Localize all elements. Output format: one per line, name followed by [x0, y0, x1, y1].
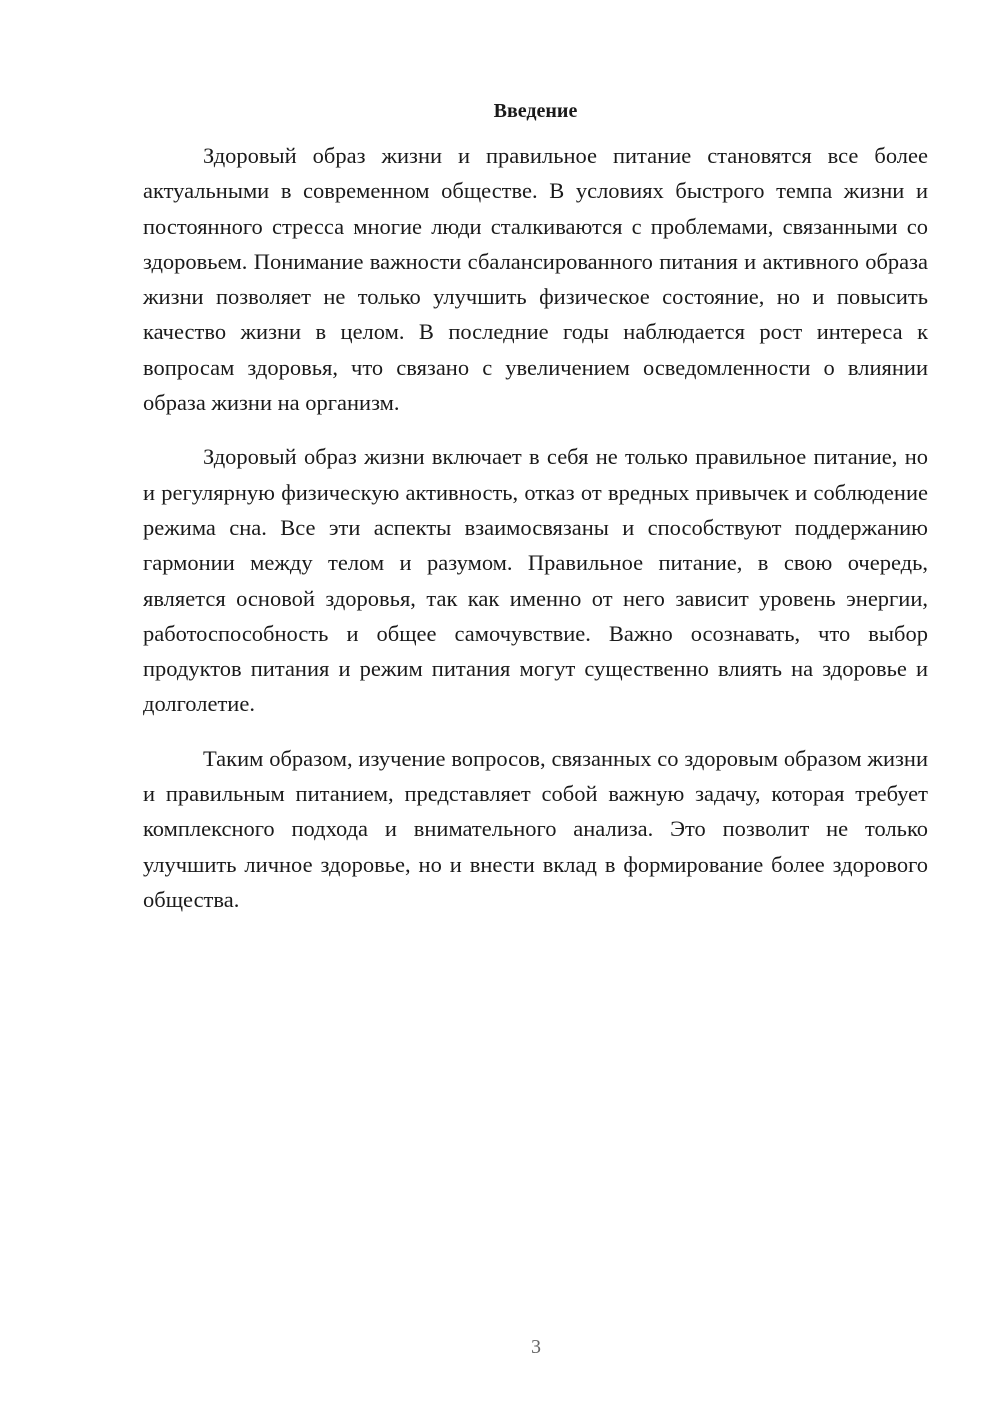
- paragraph-1: Здоровый образ жизни и правильное питание становятся все более актуальными в современном обществе. В условиях быстрого темпа жизни и постоянного стресса многие люди сталкиваются с проблемами, связанными со здоровьем. Понимание важности сбалансированного питания и активного образа жизни позволяет не только улучшить физическое состояние, но и повысить качество жизни в целом. В последние годы наблюдается рост интереса к вопросам здоровья, что связано с увеличением осведомленности о влиянии образа жизни на организм.: [143, 143, 928, 416]
- page-number: 3: [531, 1336, 541, 1358]
- paragraph-3: Таким образом, изучение вопросов, связанных со здоровым образом жизни и правильным питанием, представляет собой важную задачу, которая требует комплексного подхода и внимательного анализа. Это позволит не только улучшить личное здоровье, но и внести вклад в формирование более здорового общества.: [143, 745, 928, 912]
- paragraph-2: Здоровый образ жизни включает в себя не только правильное питание, но и регулярную физическую активность, отказ от вредных привычек и соблюдение режима сна. Все эти аспекты взаимосвязаны и способствуют поддержанию гармонии между телом и разумом. Правильное питание, в свою очередь, является основой здоровья, так как именно от него зависит уровень энергии, работоспособность и общее самочувствие. Важно осознавать, что выбор продуктов питания и режим питания могут существенно влиять на здоровье и долголетие.: [143, 444, 928, 717]
- page-content: [143, 96, 928, 936]
- section-heading: Введение: [493, 100, 578, 122]
